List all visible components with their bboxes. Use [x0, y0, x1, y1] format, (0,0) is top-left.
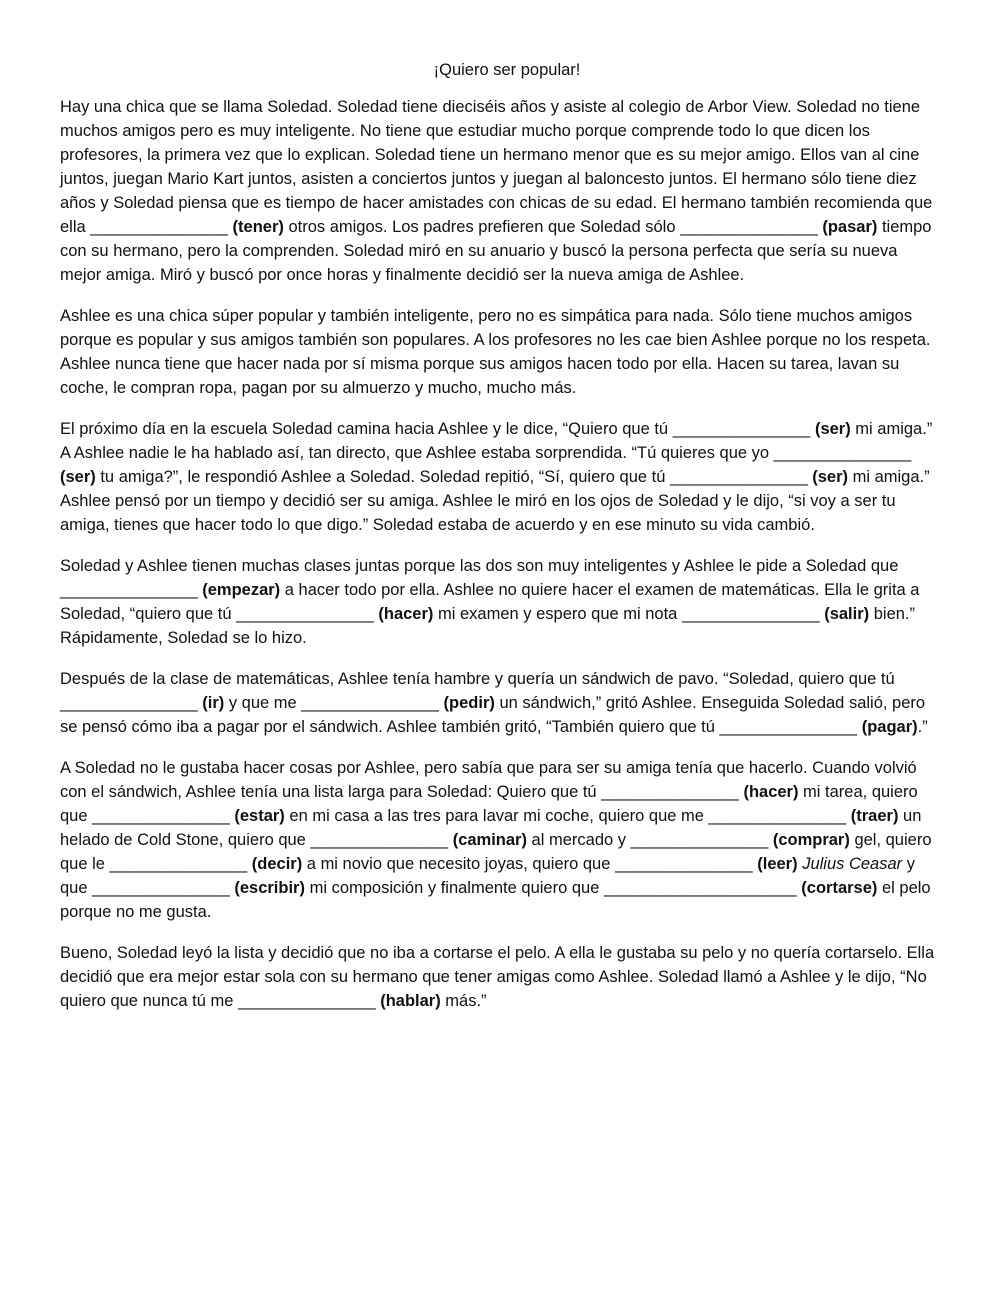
verb-hint: (salir) [819, 605, 870, 623]
fill-in-blank: _______________ [615, 855, 753, 873]
fill-in-blank: _______________ [630, 831, 769, 849]
story-text: Soledad y Ashlee tienen muchas clases juntas porque las dos son muy inteligentes y Ashlee le pide a Soledad que [60, 557, 899, 575]
story-text: mi amiga.” A Ashlee nadie le ha hablado así, tan directo, que Ashlee estaba sorprendida. “Tú quieres que yo [60, 420, 933, 462]
fill-in-blank: _______________ [601, 783, 739, 801]
verb-hint: (leer) [752, 855, 798, 873]
story-text: el pelo porque no me gusta. [60, 879, 931, 921]
story-text: mi composición y finalmente quiero que [304, 879, 604, 897]
fill-in-blank: _______________ [680, 218, 818, 236]
verb-hint: (ser) [807, 468, 848, 486]
verb-hint: (decir) [247, 855, 303, 873]
verb-hint: (pasar) [817, 218, 878, 236]
verb-hint: (ser) [810, 420, 851, 438]
fill-in-blank: _______________ [310, 831, 449, 849]
story-text: .” [917, 718, 928, 736]
fill-in-blank: _______________ [60, 581, 198, 599]
verb-hint: (pedir) [438, 694, 495, 712]
verb-hint: (ir) [197, 694, 225, 712]
verb-hint: (hacer) [373, 605, 434, 623]
story-text: A Soledad no le gustaba hacer cosas por Ashlee, pero sabía que para ser su amiga tenía que hacerlo. Cuando volvió con el sándwich, Ashlee tenía una lista larga para Soledad: Quiero que tú [60, 759, 917, 801]
verb-hint: (tener) [227, 218, 284, 236]
fill-in-blank: _______________ [92, 879, 230, 897]
story-paragraph [60, 554, 940, 650]
story-text: otros amigos. Los padres prefieren que Soledad sólo [283, 218, 681, 236]
story-body [60, 95, 940, 1013]
story-text: Después de la clase de matemáticas, Ashlee tenía hambre y quería un sándwich de pavo. “Soledad, quiero que tú [60, 670, 895, 688]
story-text: tu amiga?”, le respondió Ashlee a Soledad. Soledad repitió, “Sí, quiero que tú [95, 468, 670, 486]
verb-hint: (hacer) [738, 783, 799, 801]
verb-hint: (caminar) [448, 831, 527, 849]
story-text: Ashlee es una chica súper popular y también inteligente, pero no es simpática para nada. Sólo tiene muchos amigos porque es popular y sus amigos también son populares. A los profesores no les cae bien Ashlee porque no los respeta. Ashlee nunca tiene que hacer nada por sí misma porque sus amigos hacen todo por ella. Hacen su tarea, lavan su coche, le compran ropa, pagan por su almuerzo y mucho, mucho más. [60, 307, 931, 397]
verb-hint: (empezar) [197, 581, 281, 599]
verb-hint: (ser) [60, 468, 96, 486]
verb-hint: (traer) [846, 807, 899, 825]
story-text: Hay una chica que se llama Soledad. Soledad tiene dieciséis años y asiste al colegio de Arbor View. Soledad no tiene muchos amigos pero es muy inteligente. No tiene que estudiar mucho porque comprende todo lo que dicen los profesores, la primera vez que lo explican. Soledad tiene un hermano menor que es su mejor amigo. Ellos van al cine juntos, juegan Mario Kart juntos, asisten a conciertos juntos y juegan al baloncesto juntos. El hermano sólo tiene diez años y Soledad piensa que es tiempo de hacer amistades con chicas de su edad. El hermano también recomienda que ella [60, 98, 933, 236]
story-text: tiempo con su hermano, pero la comprenden. Soledad miró en su anuario y buscó la persona perfecta que sería su nueva mejor amiga. Miró y buscó por once horas y finalmente decidió ser la nueva amiga de Ashlee. [60, 218, 932, 284]
story-paragraph [60, 941, 940, 1013]
verb-hint: (pagar) [857, 718, 918, 736]
fill-in-blank: _______________ [236, 605, 374, 623]
story-text: un sándwich,” gritó Ashlee. Enseguida Soledad salió, pero se pensó cómo iba a pagar por el sándwich. Ashlee también gritó, “También quiero que tú [60, 694, 926, 736]
fill-in-blank: _______________ [681, 605, 820, 623]
verb-hint: (comprar) [768, 831, 850, 849]
story-paragraph [60, 417, 940, 537]
story-text: mi examen y espero que mi nota [433, 605, 682, 623]
fill-in-blank: _______________ [92, 807, 230, 825]
fill-in-blank: _______________ [109, 855, 248, 873]
story-text: gel, quiero que le [60, 831, 932, 873]
fill-in-blank: _______________ [60, 694, 198, 712]
story-text: Bueno, Soledad leyó la lista y decidió que no iba a cortarse el pelo. A ella le gustaba su pelo y no quería cortarselo. Ella decidió que era mejor estar sola con su hermano que tener amigas como Ashlee. Soledad llamó a Ashlee y le dijo, “No quiero que nunca tú me [60, 944, 935, 1010]
fill-in-blank: _______________ [237, 992, 376, 1010]
story-text: al mercado y [526, 831, 631, 849]
story-text: más.” [440, 992, 487, 1010]
fill-in-blank: _______________ [301, 694, 439, 712]
verb-hint: (hablar) [375, 992, 441, 1010]
fill-in-blank: _______________ [669, 468, 808, 486]
book-title: Julius Ceasar [802, 855, 903, 873]
worksheet-title: ¡Quiero ser popular! [433, 61, 581, 79]
fill-in-blank: _______________ [708, 807, 847, 825]
story-text: mi amiga.” Ashlee pensó por un tiempo y decidió ser su amiga. Ashlee le miró en los ojos de Soledad y le dijo, “si voy a ser tu amiga, tienes que hacer todo lo que digo.” Soledad estaba de acuerdo y en ese minuto su vida cambió. [60, 468, 930, 534]
story-text: y que [60, 855, 915, 897]
fill-in-blank: _____________________ [603, 879, 797, 897]
story-text: un helado de Cold Stone, quiero que [60, 807, 922, 849]
story-paragraph [60, 756, 940, 924]
fill-in-blank: _______________ [719, 718, 858, 736]
story-text: bien.” Rápidamente, Soledad se lo hizo. [60, 605, 915, 647]
fill-in-blank: _______________ [773, 444, 912, 462]
verb-hint: (estar) [229, 807, 285, 825]
verb-hint: (escribir) [229, 879, 305, 897]
fill-in-blank: _______________ [672, 420, 811, 438]
story-text: a mi novio que necesito joyas, quiero que [302, 855, 615, 873]
story-text: en mi casa a las tres para lavar mi coche, quiero que me [284, 807, 709, 825]
story-text: a hacer todo por ella. Ashlee no quiere hacer el examen de matemáticas. Ella le grita a Soledad, “quiero que tú [60, 581, 920, 623]
story-paragraph [60, 95, 940, 287]
story-text: y que me [224, 694, 302, 712]
story-paragraph [60, 667, 940, 739]
fill-in-blank: _______________ [90, 218, 228, 236]
story-paragraph [60, 304, 940, 400]
story-text: El próximo día en la escuela Soledad camina hacia Ashlee y le dice, “Quiero que tú [60, 420, 673, 438]
story-text: mi tarea, quiero que [60, 783, 918, 825]
verb-hint: (cortarse) [796, 879, 878, 897]
worksheet-page [60, 58, 940, 1030]
